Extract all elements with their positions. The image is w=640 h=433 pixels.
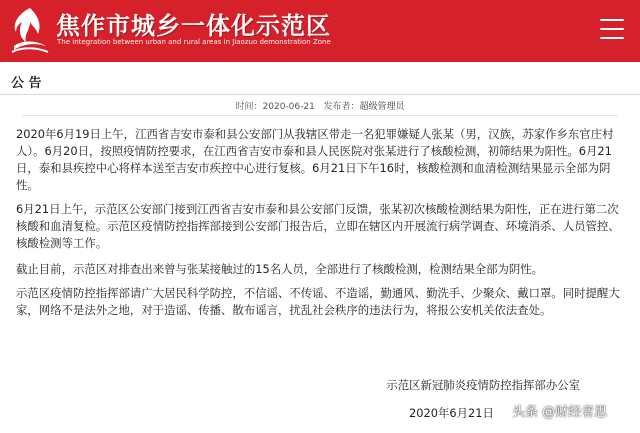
- divider: [22, 115, 618, 116]
- signature: 示范区新冠肺炎疫情防控指挥部办公室: [386, 378, 580, 392]
- article-body: [16, 126, 626, 326]
- site-subtitle: The integration between urban and rural areas in Jiaozuo demonstration Zone: [57, 38, 331, 46]
- page-title: 公 告: [11, 76, 42, 91]
- watermark: 头条 @财经者思: [512, 405, 608, 420]
- site-title[interactable]: 焦作市城乡一体化示范区: [56, 12, 331, 40]
- flame-logo-icon[interactable]: [8, 6, 50, 56]
- hamburger-menu-icon[interactable]: [600, 19, 624, 41]
- site-header: [0, 0, 640, 62]
- paragraph: 2020年6月19日上午，江西省吉安市泰和县公安部门从我辖区带走一名犯罪嫌疑人张某（男，汉族，苏家作乡东官庄村人）。6月20日，按照疫情防控要求，在江西省吉安市泰和县人民医院对张某进行了核酸检测，初筛结果为阳性。6月21日，泰和县疾控中心将样本送至吉安市疾控中心进行复核。6月21日下午16时，核酸检测和血清检测结果显示全部为阴性。: [16, 127, 614, 192]
- article-meta: [0, 99, 640, 112]
- paragraph: 示范区疫情防控指挥部请广大居民科学防控，不信谣、不传谣、不造谣，勤通风、勤洗手、少聚众、戴口罩。同时提醒大家，网络不是法外之地，对于造谣、传播、散布谣言，扰乱社会秩序的违法行为，将报公安机关依法查处。: [16, 286, 620, 317]
- paragraph: 6月21日上午，示范区公安部门接到江西省吉安市泰和县公安部门反馈，张某初次核酸检测结果为阳性，正在进行第二次核酸和血清复检。示范区疫情防控指挥部接到公安部门报告后，立即在辖区内开展流行病学调查、环境消杀、人员管控、核酸检测等工作。: [16, 202, 620, 250]
- author-label: 发布者：: [323, 102, 360, 112]
- paragraph: 截止目前，示范区对排查出来曾与张某接触过的15名人员，全部进行了核酸检测，检测结果全部为阴性。: [16, 262, 544, 276]
- publish-time: 2020-06-21: [262, 102, 315, 112]
- time-label: 时间：: [235, 102, 263, 112]
- signature-date: 2020年6月21日: [409, 406, 494, 420]
- notice-heading-bar: [0, 66, 640, 95]
- publisher: 超级管理员: [359, 102, 405, 112]
